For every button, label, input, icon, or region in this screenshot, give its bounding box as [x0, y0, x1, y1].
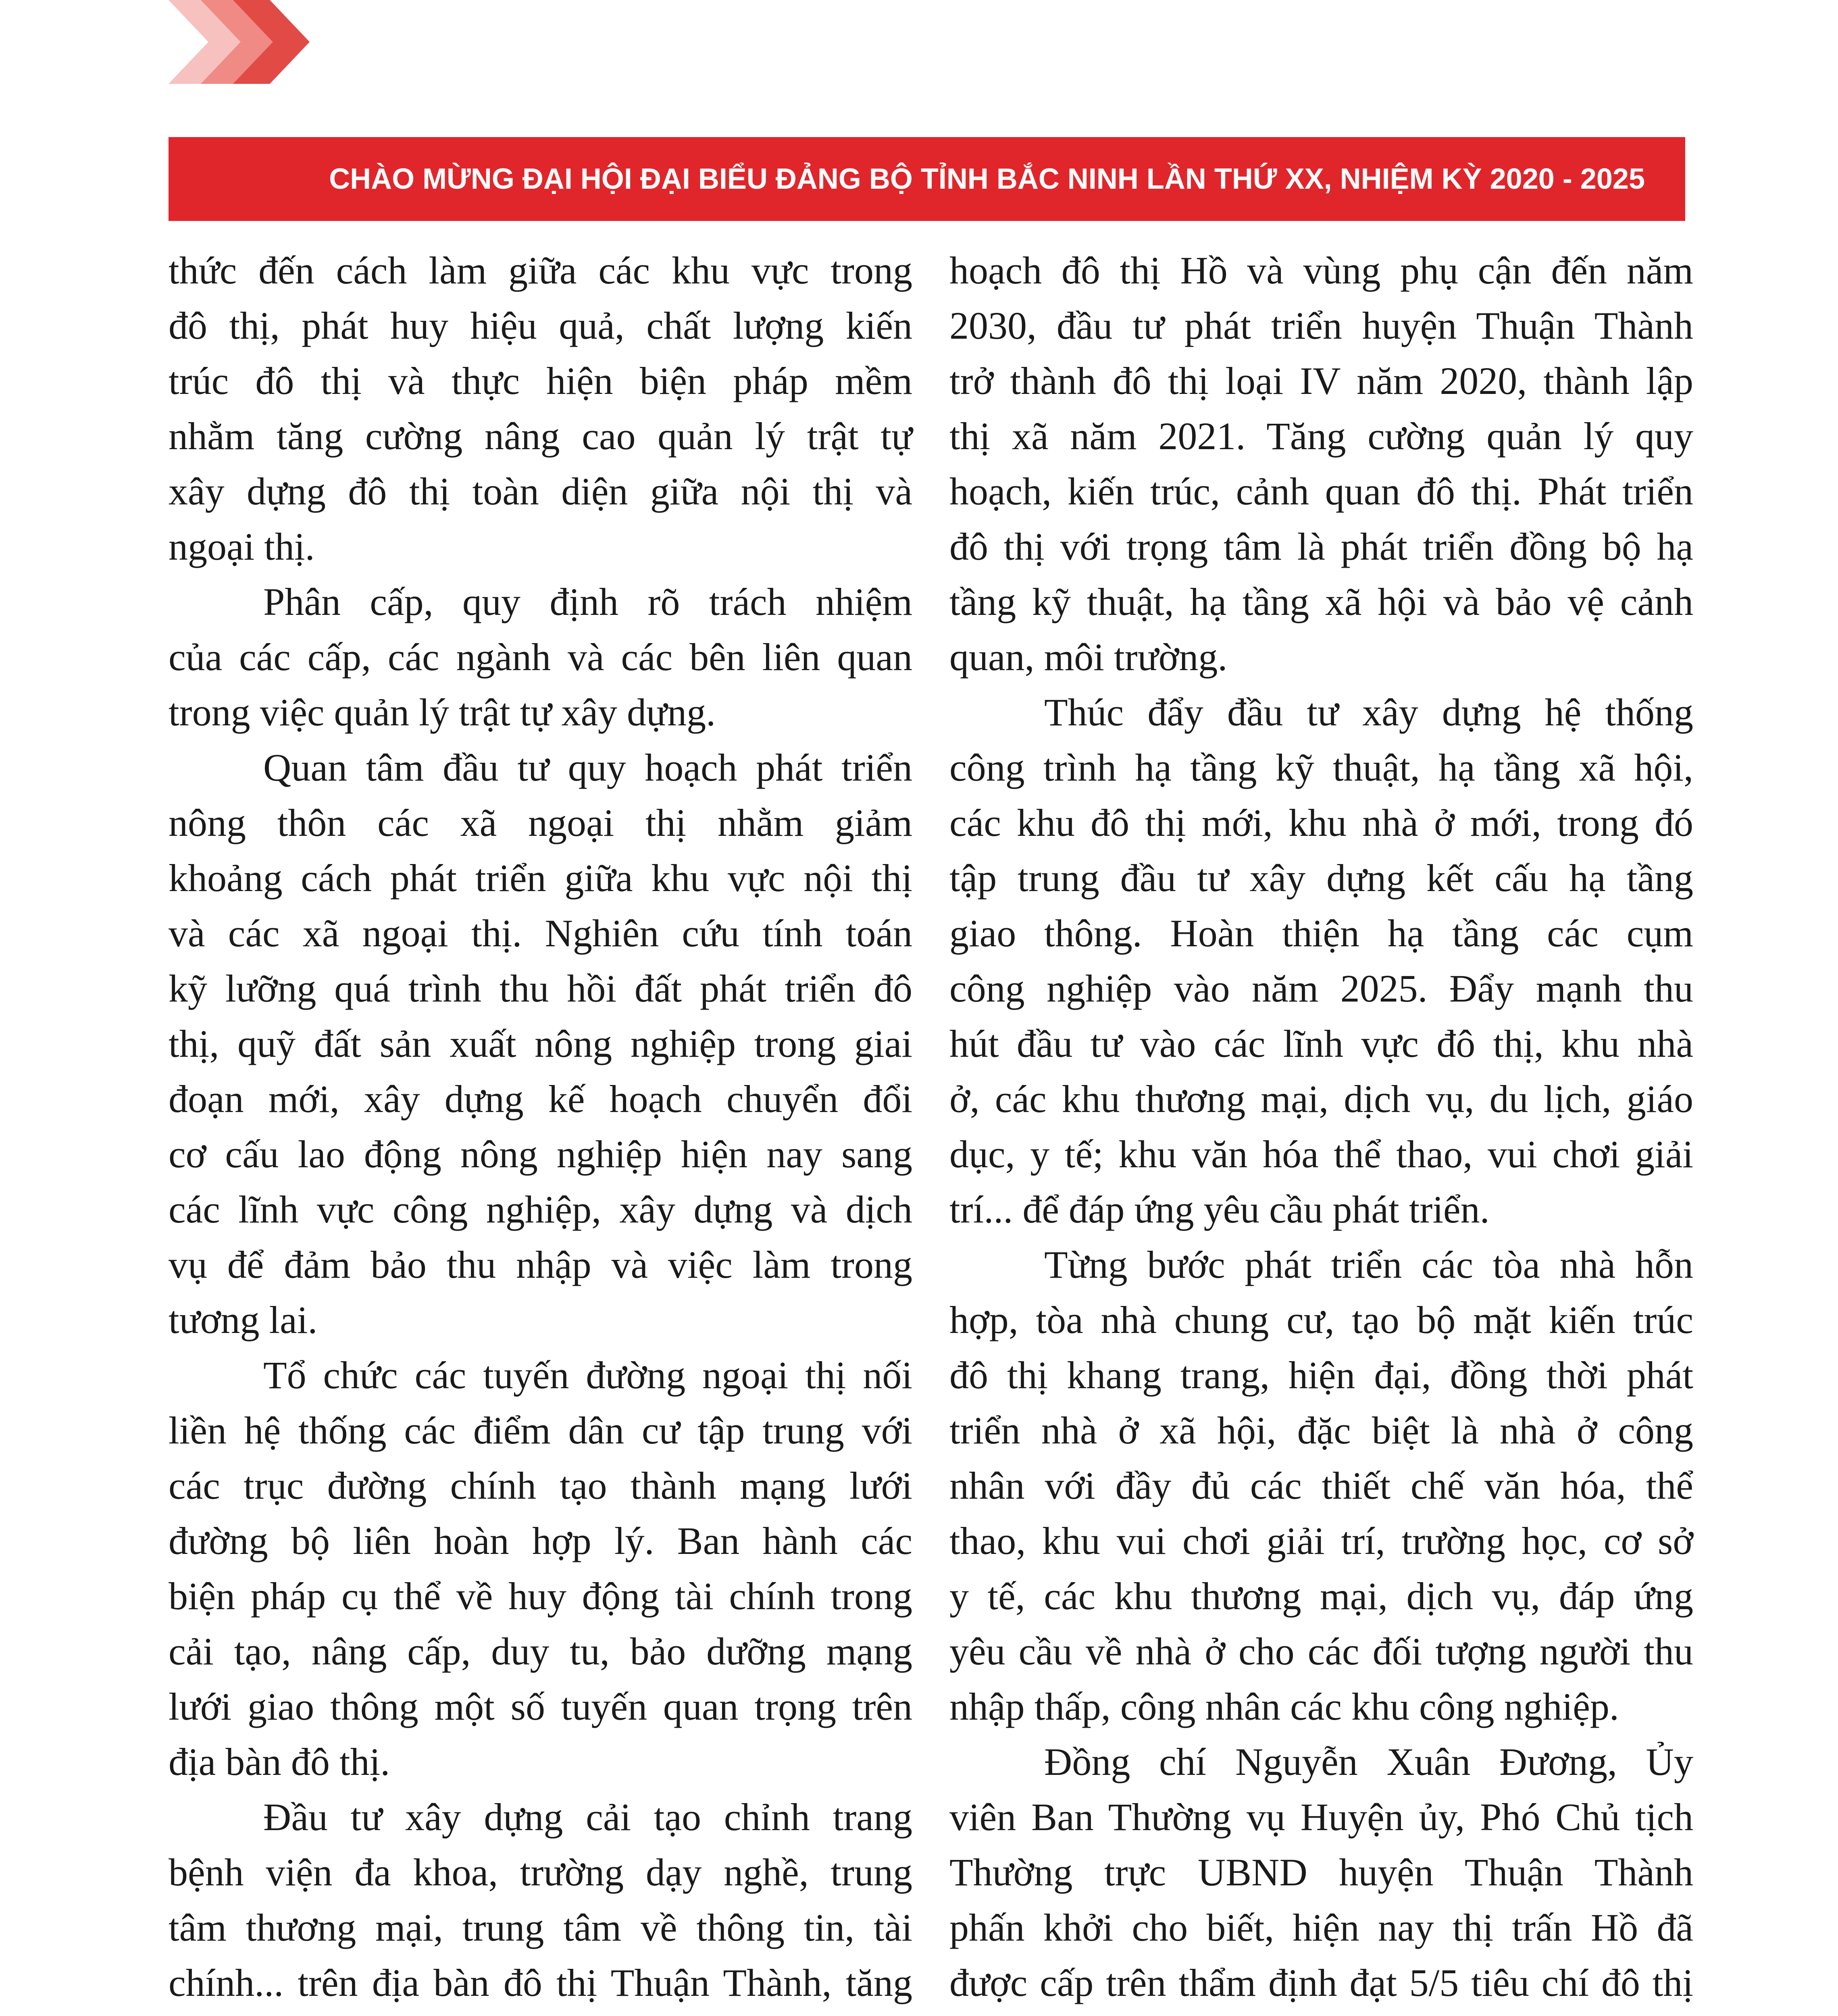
text-line: trí... để đáp ứng yêu cầu phát triển. — [949, 1188, 1490, 1231]
text-line: phấn khởi cho biết, hiện nay thị trấn Hồ đã — [949, 1906, 1693, 1949]
text-line: Thúc đẩy đầu tư xây dựng hệ thống — [1044, 691, 1693, 734]
text-line: liền hệ thống các điểm dân cư tập trung với — [169, 1409, 912, 1452]
text-line: đoạn mới, xây dựng kế hoạch chuyển đổi — [169, 1077, 912, 1120]
text-line: đô thị khang trang, hiện đại, đồng thời phát — [949, 1354, 1693, 1397]
text-line: thị xã năm 2021. Tăng cường quản lý quy — [949, 414, 1693, 458]
text-line: xây dựng đô thị toàn diện giữa nội thị và — [169, 470, 912, 513]
text-line: Quan tâm đầu tư quy hoạch phát triển — [263, 746, 912, 789]
text-line: các trục đường chính tạo thành mạng lưới — [169, 1464, 912, 1507]
text-line: được cấp trên thẩm định đạt 5/5 tiêu chí đô thị — [949, 1961, 1693, 2004]
text-line: hoạch đô thị Hồ và vùng phụ cận đến năm — [949, 249, 1693, 292]
text-line: yêu cầu về nhà ở cho các đối tượng người thu — [949, 1630, 1693, 1673]
text-line: tập trung đầu tư xây dựng kết cấu hạ tầng — [949, 856, 1693, 900]
text-line — [949, 2010, 1693, 2016]
text-line: quan, môi trường. — [949, 635, 1228, 679]
text-line: công trình hạ tầng kỹ thuật, hạ tầng xã hội, — [949, 746, 1693, 789]
text-line: các khu đô thị mới, khu nhà ở mới, trong đó — [949, 801, 1693, 844]
text-line: hút đầu tư vào các lĩnh vực đô thị, khu nhà — [949, 1022, 1693, 1065]
text-line: chính... trên địa bàn đô thị Thuận Thành, tăng — [169, 1961, 912, 2004]
text-line: công nghiệp vào năm 2025. Đẩy mạnh thu — [949, 967, 1693, 1010]
text-line: thị, quỹ đất sản xuất nông nghiệp trong giai — [169, 1022, 912, 1065]
text-line: địa bàn đô thị. — [169, 1740, 390, 1783]
text-line: nông thôn các xã ngoại thị nhằm giảm — [169, 801, 912, 844]
text-line: thức đến cách làm giữa các khu vực trong — [169, 249, 912, 292]
text-line: trong việc quản lý trật tự xây dựng. — [169, 691, 716, 734]
text-line: bệnh viện đa khoa, trường dạy nghề, trung — [169, 1851, 912, 1894]
text-line: Đầu tư xây dựng cải tạo chỉnh trang — [263, 1795, 912, 1839]
text-line: của các cấp, các ngành và các bên liên quan — [169, 635, 912, 679]
text-line: đô thị với trọng tâm là phát triển đồng bộ hạ — [949, 525, 1693, 568]
text-line: tương lai. — [169, 1298, 318, 1341]
text-line: trúc đô thị và thực hiện biện pháp mềm — [169, 359, 912, 402]
text-line: dục, y tế; khu văn hóa thể thao, vui chơi giải — [949, 1133, 1693, 1176]
text-line: Phân cấp, quy định rõ trách nhiệm — [263, 580, 912, 623]
text-line: lưới giao thông một số tuyến quan trọng trên — [169, 1685, 912, 1728]
text-line — [169, 2010, 912, 2016]
text-line: triển nhà ở xã hội, đặc biệt là nhà ở công — [949, 1409, 1693, 1452]
text-line: cơ cấu lao động nông nghiệp hiện nay sang — [169, 1133, 912, 1176]
text-line: Từng bước phát triển các tòa nhà hỗn — [1044, 1243, 1693, 1286]
text-line: đường bộ liên hoàn hợp lý. Ban hành các — [169, 1519, 912, 1562]
text-line: ở, các khu thương mại, dịch vụ, du lịch, giáo — [949, 1077, 1693, 1120]
text-line: Đồng chí Nguyễn Xuân Đương, Ủy — [1044, 1740, 1693, 1783]
text-line: hợp, tòa nhà chung cư, tạo bộ mặt kiến trúc — [949, 1298, 1693, 1341]
right-column — [949, 243, 1693, 2016]
banner-title: CHÀO MỪNG ĐẠI HỘI ĐẠI BIỂU ĐẢNG BỘ TỈNH BẮC NINH LẦN THỨ XX, NHIỆM KỲ 2020 - 2025 — [329, 163, 1645, 195]
text-line: đô thị, phát huy hiệu quả, chất lượng kiến — [169, 304, 912, 347]
text-line: giao thông. Hoàn thiện hạ tầng các cụm — [949, 912, 1693, 955]
text-line: hoạch, kiến trúc, cảnh quan đô thị. Phát triển — [949, 470, 1693, 513]
text-line: tầng kỹ thuật, hạ tầng xã hội và bảo vệ cảnh — [949, 580, 1693, 623]
text-line: nhập thấp, công nhân các khu công nghiệp. — [949, 1685, 1619, 1728]
text-line: kỹ lưỡng quá trình thu hồi đất phát triển đô — [169, 967, 912, 1010]
text-line: cải tạo, nâng cấp, duy tu, bảo dưỡng mạng — [169, 1630, 912, 1673]
text-line: khoảng cách phát triển giữa khu vực nội thị — [169, 856, 912, 900]
text-line: Thường trực UBND huyện Thuận Thành — [949, 1851, 1693, 1894]
text-line: nhân với đầy đủ các thiết chế văn hóa, thể — [949, 1464, 1693, 1507]
text-line: tâm thương mại, trung tâm về thông tin, tài — [169, 1906, 912, 1949]
text-line: biện pháp cụ thể về huy động tài chính trong — [169, 1574, 912, 1618]
header-banner — [169, 137, 1685, 221]
text-line: ngoại thị. — [169, 525, 315, 568]
text-line: Tổ chức các tuyến đường ngoại thị nối — [263, 1354, 912, 1397]
text-line: các lĩnh vực công nghiệp, xây dựng và dịch — [169, 1188, 912, 1231]
text-line: trở thành đô thị loại IV năm 2020, thành lập — [949, 359, 1693, 402]
text-line: y tế, các khu thương mại, dịch vụ, đáp ứng — [949, 1574, 1693, 1618]
text-line: viên Ban Thường vụ Huyện ủy, Phó Chủ tịch — [949, 1795, 1693, 1839]
text-line: thao, khu vui chơi giải trí, trường học, cơ sở — [949, 1519, 1693, 1562]
text-line: và các xã ngoại thị. Nghiên cứu tính toán — [169, 912, 912, 955]
text-line: nhằm tăng cường nâng cao quản lý trật tự — [169, 414, 912, 458]
text-line: 2030, đầu tư phát triển huyện Thuận Thành — [949, 304, 1693, 347]
text-line: vụ để đảm bảo thu nhập và việc làm trong — [169, 1243, 912, 1286]
left-column — [169, 243, 912, 2016]
